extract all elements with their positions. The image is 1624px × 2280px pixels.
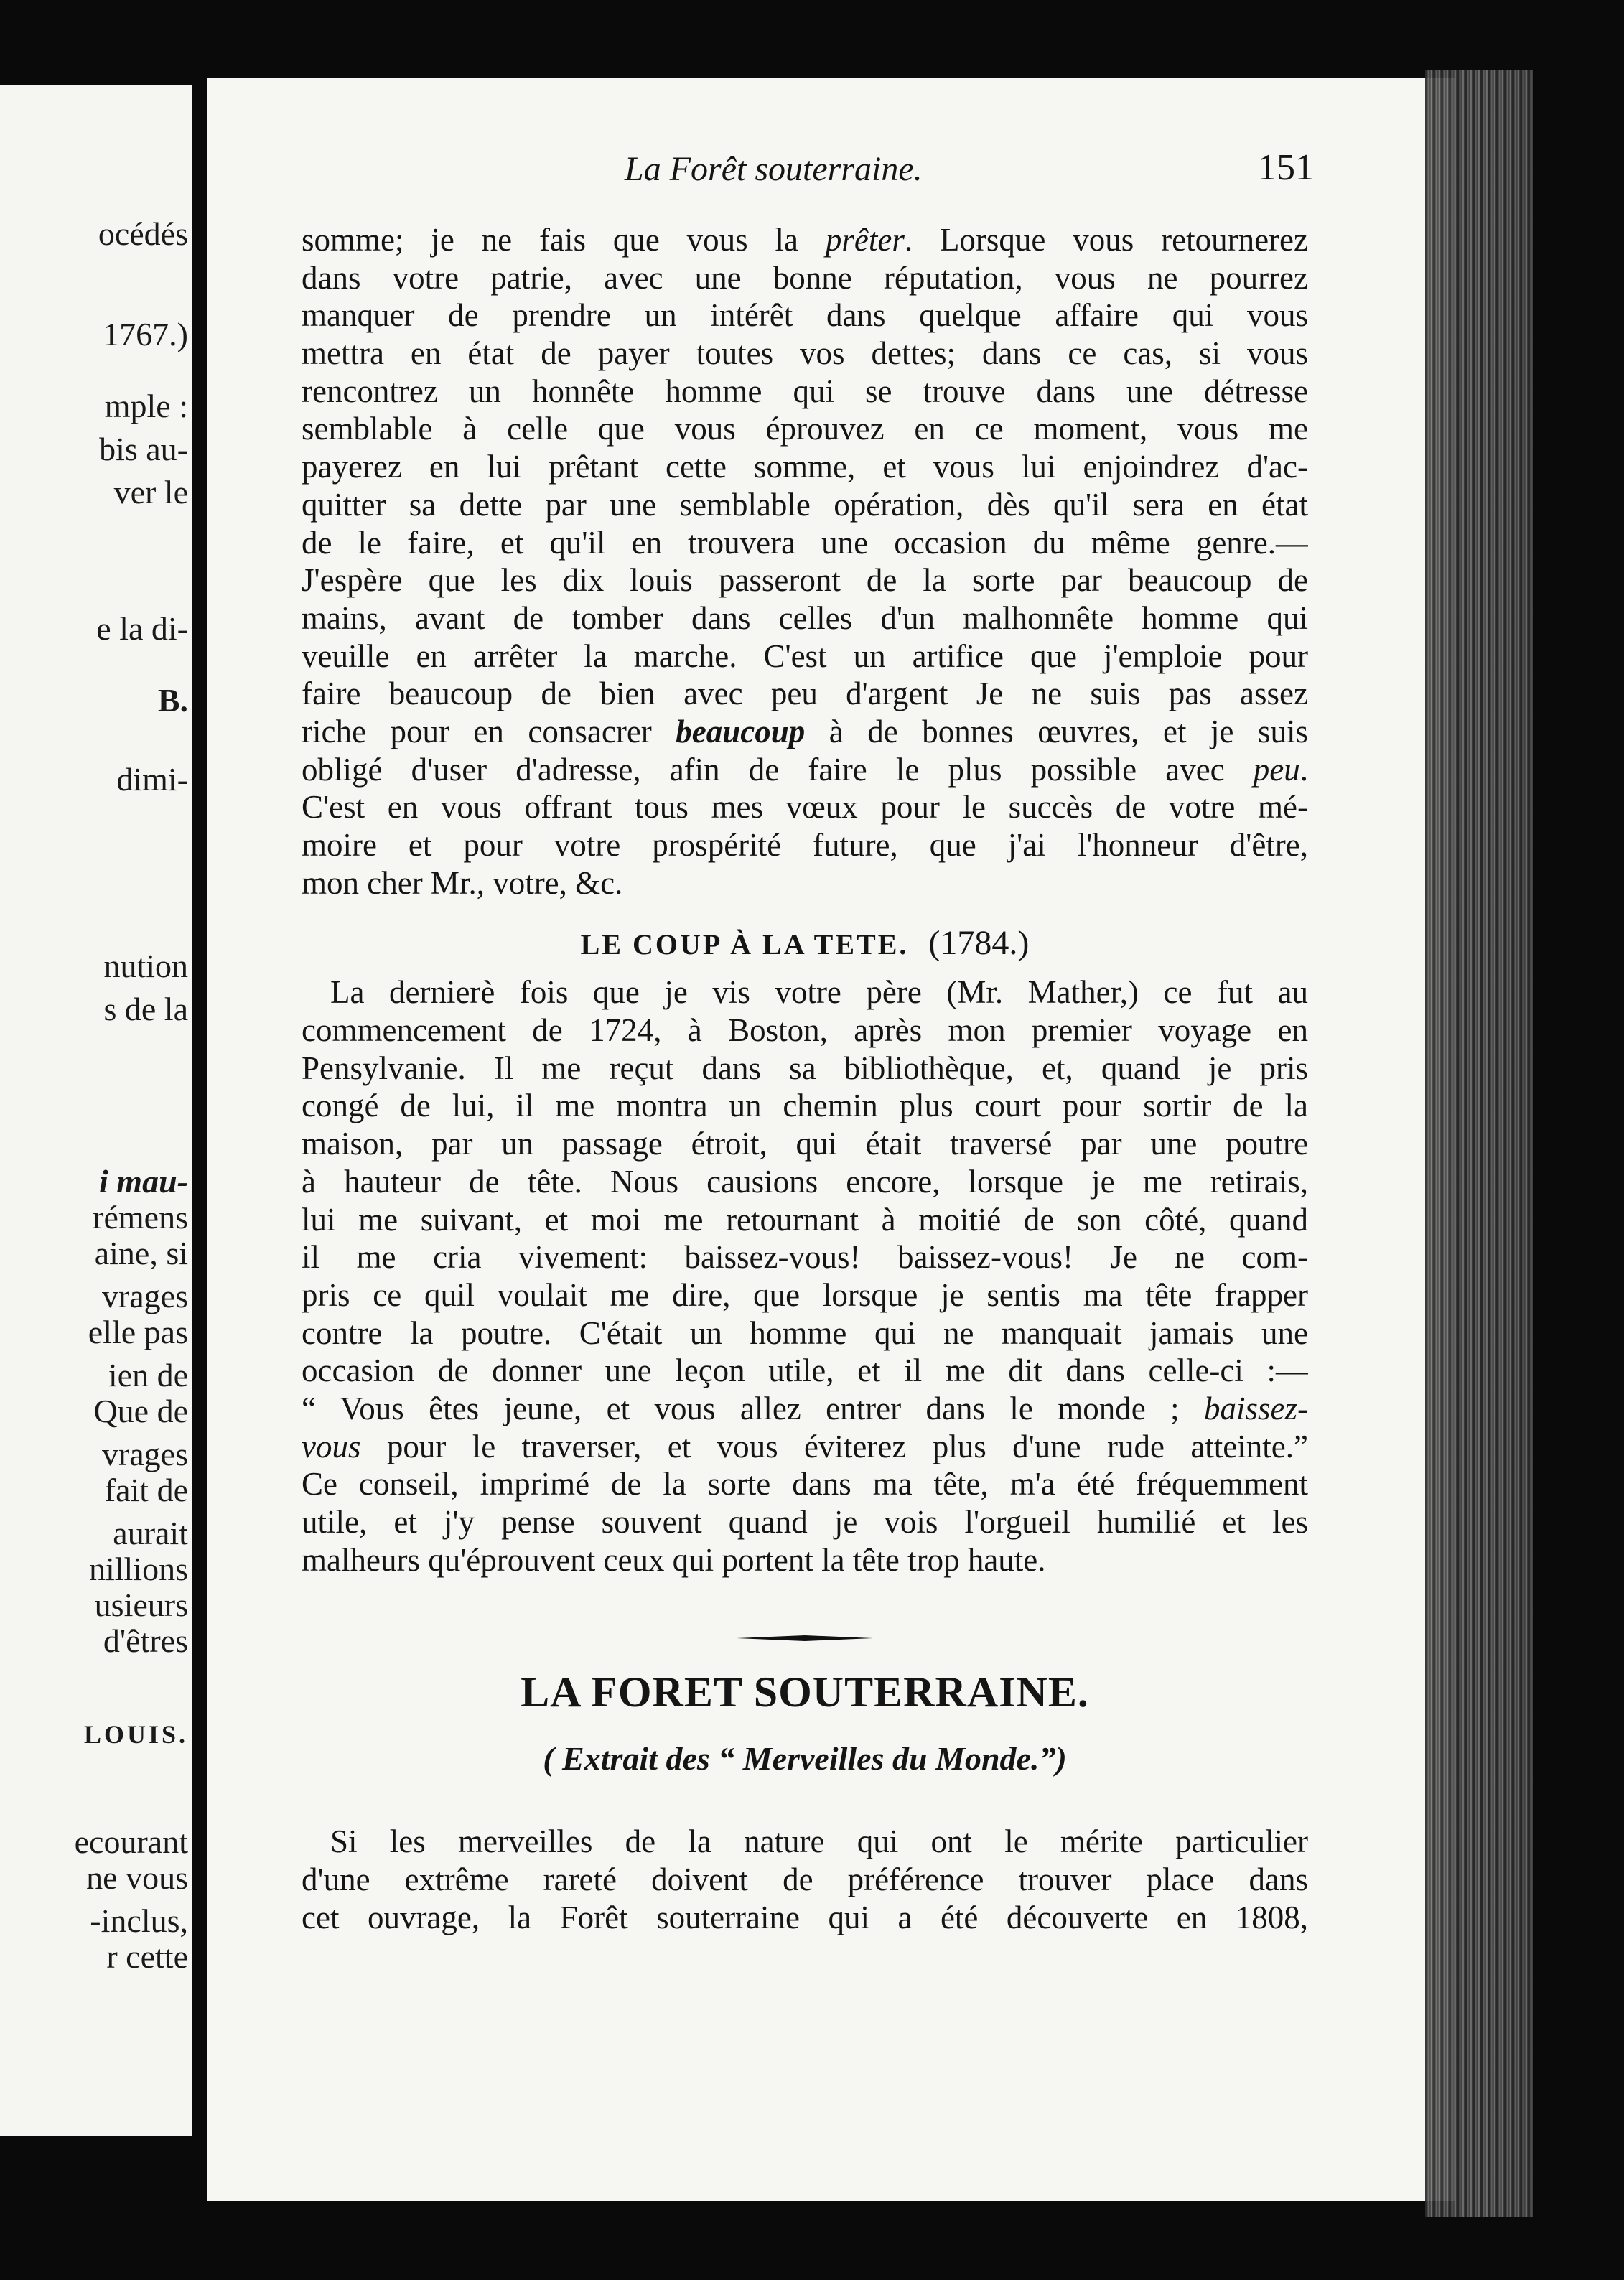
left-page-text-fragment: d'êtres	[103, 1622, 188, 1659]
left-page-text-fragment: ien de	[108, 1357, 188, 1393]
left-page-text-fragment: 1767.)	[103, 316, 188, 352]
text-line: rencontrez un honnête homme qui se trouve dans une détresse	[302, 373, 1308, 409]
left-page-text-fragment: aine, si	[94, 1235, 188, 1271]
text-line: vous pour le traverser, et vous éviterez plus d'une rude atteinte.”	[302, 1428, 1308, 1464]
left-page-text-fragment: océdés	[98, 215, 188, 252]
left-page-text-fragment: elle pas	[88, 1314, 188, 1350]
article-subtitle: ( Extrait des “ Merveilles du Monde.”)	[543, 1740, 1067, 1777]
ornamental-rule	[737, 1635, 873, 1642]
left-page-text-fragment: dimi-	[116, 761, 188, 798]
article-body	[302, 1823, 1308, 1936]
text-line: “ Vous êtes jeune, et vous allez entrer dans le monde ; baissez-	[302, 1390, 1308, 1426]
text-line: dans votre patrie, avec une bonne réputation, vous ne pourrez	[302, 259, 1308, 296]
left-page-text-fragment: rémens	[93, 1199, 188, 1235]
text-line: La dernierè fois que je vis votre père (Mr. Mather,) ce fut au	[330, 974, 1308, 1011]
text-line: mettra en état de payer toutes vos dettes; dans ce cas, si vous	[302, 335, 1308, 372]
left-page-text-fragment: i mau-	[99, 1163, 188, 1200]
section-heading-year: (1784.)	[928, 924, 1030, 963]
left-page-text-fragment: nillions	[88, 1551, 188, 1587]
text-line: veuille en arrêter la marche. C'est un artifice que j'emploie pour	[302, 637, 1308, 674]
text-line: cet ouvrage, la Forêt souterraine qui a été découverte en 1808,	[302, 1899, 1308, 1935]
text-line: payerez en lui prêtant cette somme, et vous lui enjoindrez d'ac-	[302, 449, 1308, 485]
page-header	[625, 149, 1314, 192]
text-line: malheurs qu'éprouvent ceux qui portent la tête trop haute.	[302, 1541, 1046, 1578]
left-page-text-fragment: mple :	[104, 388, 188, 424]
left-page-text-fragment: ne vous	[86, 1859, 188, 1896]
left-page-text-fragment: s de la	[103, 991, 188, 1027]
left-page-text-fragment: usieurs	[94, 1587, 188, 1623]
left-page-text-fragment: bis au-	[99, 431, 188, 467]
coup-a-la-tete-text	[302, 973, 1308, 1579]
text-line: riche pour en consacrer beaucoup à de bonnes œuvres, et je suis	[302, 713, 1308, 749]
text-line: moire et pour votre prospérité future, que j'ai l'honneur d'être,	[302, 827, 1308, 863]
text-line: d'une extrême rareté doivent de préférence trouver place dans	[302, 1861, 1308, 1898]
text-line: lui me suivant, et moi me retournant à moitié de son côté, quand	[302, 1201, 1308, 1238]
text-line: J'espère que les dix louis passeront de la sorte par beaucoup de	[302, 562, 1308, 599]
left-page-text-fragment: LOUIS.	[83, 1720, 188, 1749]
article-title: LA FORET SOUTERRAINE.	[521, 1668, 1089, 1716]
page-number: 151	[1258, 147, 1314, 188]
text-line: contre la poutre. C'était un homme qui ne manquait jamais une	[302, 1314, 1308, 1351]
text-line: Si les merveilles de la nature qui ont le mérite particulier	[330, 1823, 1308, 1860]
text-line: commencement de 1724, à Boston, après mon premier voyage en	[302, 1012, 1308, 1049]
text-line: mains, avant de tomber dans celles d'un malhonnête homme qui	[302, 599, 1308, 636]
text-line: semblable à celle que vous éprouvez en ce moment, vous me	[302, 411, 1308, 447]
left-page-text-fragment: vrages	[101, 1278, 188, 1314]
left-page-text-fragment: nution	[103, 948, 188, 984]
left-page-fragment	[0, 85, 192, 2136]
text-line: mon cher Mr., votre, &c.	[302, 864, 623, 901]
text-line: obligé d'user d'adresse, afin de faire le plus possible avec peu.	[302, 751, 1308, 788]
text-line: Pensylvanie. Il me reçut dans sa bibliothèque, et, quand je pris	[302, 1050, 1308, 1086]
section-heading	[302, 923, 1308, 963]
left-page-text-fragment: -inclus,	[90, 1902, 188, 1939]
left-page-text-fragment: aurait	[113, 1515, 188, 1551]
text-line: à hauteur de tête. Nous causions encore, lorsque je me retirais,	[302, 1163, 1308, 1200]
text-line: Ce conseil, imprimé de la sorte dans ma tête, m'a été fréquemment	[302, 1466, 1308, 1503]
left-page-text-fragment: fait de	[104, 1472, 188, 1508]
left-page-text-fragment: ver le	[113, 474, 188, 510]
page-body	[302, 221, 1308, 1936]
left-page-text-fragment: B.	[157, 682, 188, 719]
left-page-text-fragment: Que de	[93, 1393, 188, 1429]
text-line: pris ce quil voulait me dire, que lorsque je sentis ma tête frapper	[302, 1276, 1308, 1313]
text-line: quitter sa dette par une semblable opération, dès qu'il sera en état	[302, 486, 1308, 523]
text-line: maison, par un passage étroit, qui était traversé par une poutre	[302, 1126, 1308, 1162]
text-line: de le faire, et qu'il en trouvera une occasion du même genre.—	[302, 524, 1308, 561]
text-line: il me cria vivement: baissez-vous! baissez-vous! Je ne com-	[302, 1239, 1308, 1276]
left-page-text-fragment: vrages	[101, 1436, 188, 1472]
left-page-text-fragment: r cette	[106, 1938, 188, 1975]
text-line: manquer de prendre un intérêt dans quelque affaire qui vous	[302, 297, 1308, 334]
text-line: somme; je ne fais que vous la prêter. Lorsque vous retournerez	[302, 222, 1308, 258]
running-head: La Forêt souterraine.	[625, 150, 923, 188]
text-line: utile, et j'y pense souvent quand je vois l'orgueil humilié et les	[302, 1504, 1308, 1540]
page-block-edge	[1425, 70, 1533, 2217]
text-line: congé de lui, il me montra un chemin plus court pour sortir de la	[302, 1088, 1308, 1124]
text-line: faire beaucoup de bien avec peu d'argent Je ne suis pas assez	[302, 676, 1308, 712]
text-line: C'est en vous offrant tous mes vœux pour le succès de votre mé-	[302, 789, 1308, 826]
left-page-text-fragment: e la di-	[96, 610, 188, 647]
left-page-text-fragment: ecourant	[74, 1823, 188, 1860]
letter-continuation	[302, 221, 1308, 902]
section-heading-title: LE COUP À LA TETE.	[580, 928, 909, 961]
text-line: occasion de donner une leçon utile, et il me dit dans celle-ci :—	[302, 1352, 1308, 1389]
